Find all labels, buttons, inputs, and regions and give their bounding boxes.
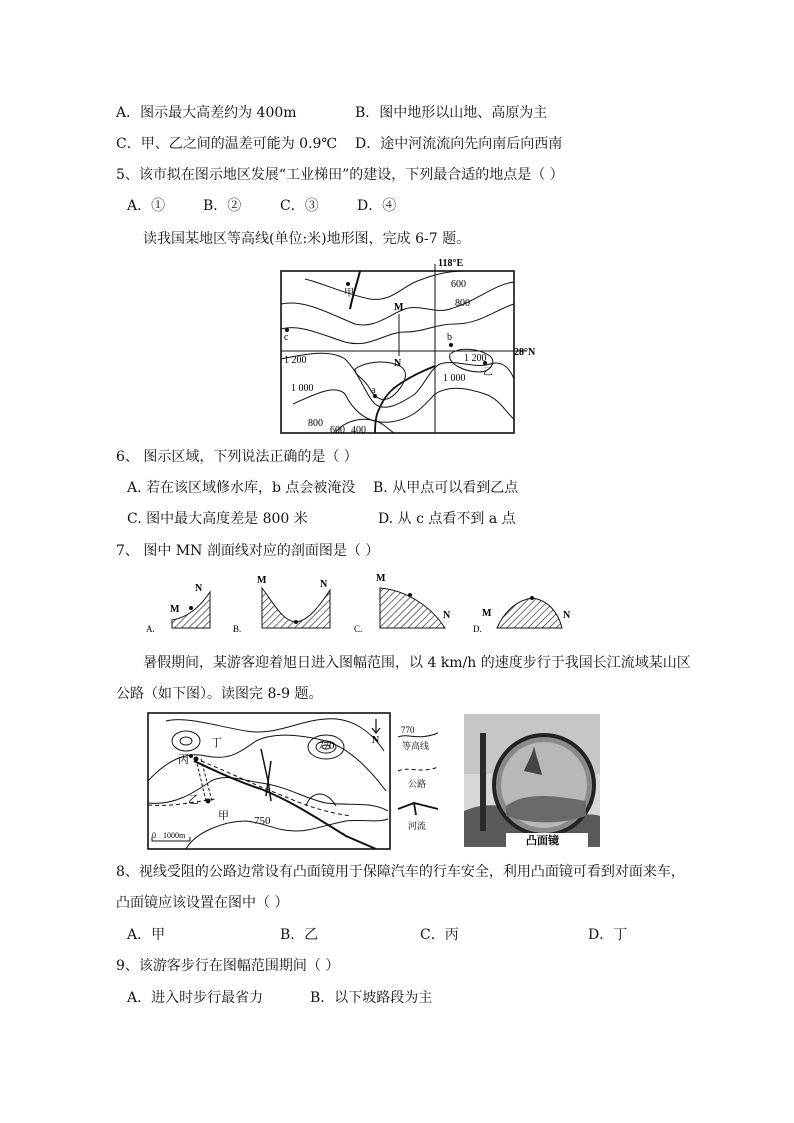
map2-scale-zero: 0 (152, 831, 156, 840)
profile-a-M: M (170, 604, 180, 615)
legend-river-label: 河流 (408, 821, 427, 831)
map2-point-bing: 丙 (178, 754, 189, 766)
q7-stem: 7、 图中 MN 剖面线对应的剖面图是（ ） (116, 543, 380, 559)
map1-longitude: 118°E (438, 258, 464, 269)
map2-contour-750: 750 (254, 815, 271, 827)
intro-8-9-line1: 暑假期间，某游客迎着旭日进入图幅范围，以 4 km/h 的速度步行于我国长江流域某山区 (143, 655, 691, 671)
q6-option-d: D. 从 c 点看不到 a 点 (378, 511, 516, 527)
q4-option-c: C．甲、乙之间的温差可能为 0.9℃ (116, 136, 338, 152)
q5-option-b: B．② (203, 198, 242, 214)
map1-label-N: N (394, 358, 402, 369)
q4-option-a: A．图示最大高差约为 400m (116, 105, 297, 121)
profile-c-M: M (376, 573, 386, 584)
profile-b-M: M (257, 575, 267, 586)
q9-option-a: A．进入时步行最省力 (127, 990, 264, 1006)
q8-option-b: B．乙 (280, 927, 319, 943)
intro-8-9-line2: 公路（如下图）。读图完 8-9 题。 (116, 686, 323, 702)
profile-a-N: N (195, 583, 203, 594)
profile-d-label: D. (473, 624, 482, 634)
q5-option-a: A．① (127, 198, 166, 214)
q8-option-d: D．丁 (588, 927, 628, 943)
q8-option-c: C．丙 (420, 927, 459, 943)
map1-contour-1200-right: 1 200 (464, 353, 487, 364)
legend-contour-label: 等高线 (402, 741, 430, 751)
q9-option-b: B．以下坡路段为主 (310, 990, 433, 1006)
q5-option-c: C．③ (280, 198, 319, 214)
q6-option-a: A. 若在该区域修水库，b 点会被淹没 (127, 480, 356, 496)
profile-b-N: N (320, 579, 328, 590)
map1-point-b: b (447, 332, 452, 343)
map2-point-ding: 丁 (211, 737, 222, 749)
photo-caption: 凸面镜 (526, 835, 559, 847)
map1-point-a: a (371, 385, 376, 396)
q4-option-b: B．图中地形以山地、高原为主 (355, 105, 548, 121)
map1-contour-1200-left: 1 200 (284, 355, 307, 366)
map2-point-jia: 甲 (218, 810, 229, 822)
map2-legend (398, 725, 438, 831)
q5-stem: 5、该市拟在图示地区发展“工业梯田”的建设，下列最合适的地点是（ ） (116, 167, 564, 183)
map1-point-jia: 甲 (344, 288, 354, 299)
map1-label-M: M (394, 302, 404, 313)
map2-point-yi: 乙 (188, 794, 199, 806)
profile-d-M: M (482, 608, 492, 619)
map1-latitude: 28°N (514, 347, 536, 358)
profile-c-label: C. (354, 624, 363, 634)
map1-contour-1000-left: 1 000 (291, 383, 314, 394)
profile-a-label: A. (146, 624, 155, 634)
contour-map-1 (275, 254, 555, 436)
profile-d-N: N (563, 610, 571, 621)
q5-option-d: D．④ (357, 198, 397, 214)
profile-options (140, 570, 600, 636)
intro-6-7: 读我国某地区等高线(单位:米)地形图，完成 6-7 题。 (143, 231, 471, 247)
map1-point-yi: 乙 (483, 367, 493, 378)
q8-stem-line2: 凸面镜应该设置在图中（ ） (116, 895, 289, 911)
map1-contour-800-bottom: 800 (308, 418, 323, 429)
legend-road-label: 公路 (408, 779, 427, 789)
q8-option-a: A．甲 (127, 927, 166, 943)
road-map-figure (146, 711, 602, 851)
convex-mirror-photo (464, 714, 600, 847)
q9-stem: 9、该游客步行在图幅范围期间（ ） (116, 958, 340, 974)
map1-contour-800: 800 (455, 298, 470, 309)
q6-stem: 6、 图示区域，下列说法正确的是（ ） (116, 449, 358, 465)
map1-contour-400: 400 (351, 425, 366, 436)
map1-contour-1000-right: 1 000 (443, 373, 466, 384)
q6-option-c: C. 图中最大高度差是 800 米 (127, 511, 308, 527)
q4-option-d: D．途中河流流向先向南后向西南 (355, 136, 563, 152)
q8-stem-line1: 8、视线受阻的公路边常设有凸面镜用于保障汽车的行车安全，利用凸面镜可看到对面来车， (116, 864, 685, 880)
map1-point-c: c (284, 332, 289, 343)
map2-contour-770: 770 (318, 740, 335, 752)
profile-c-N: N (443, 610, 451, 621)
map2-scale: 1000m (163, 831, 186, 840)
map1-contour-600-bottom: 600 (330, 425, 345, 436)
map1-contour-600: 600 (451, 279, 466, 290)
q6-option-b: B. 从甲点可以看到乙点 (373, 480, 519, 496)
map2-north: N (372, 735, 380, 746)
legend-contour-value: 770 (401, 725, 415, 735)
profile-b-label: B. (233, 624, 242, 634)
